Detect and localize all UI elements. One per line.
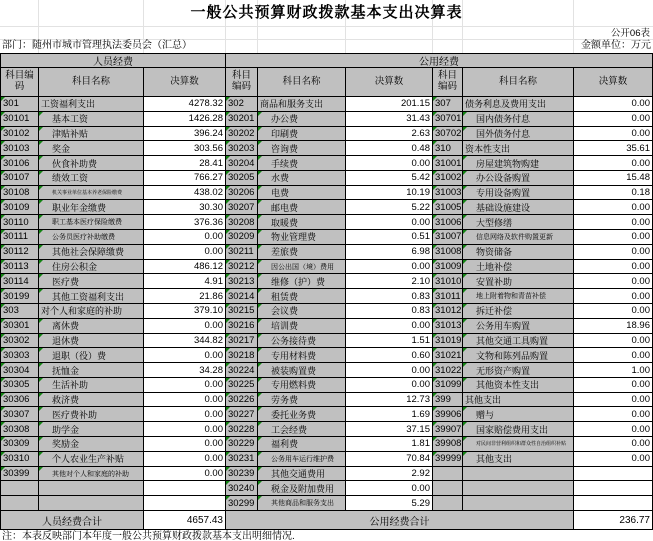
column-header-row xyxy=(1,68,652,97)
subject-name-cell: 房屋建筑物购建 xyxy=(463,156,574,171)
amount-cell: 438.02 xyxy=(144,186,226,201)
subject-code-cell: 30231 xyxy=(226,452,258,467)
amount-cell: 1426.28 xyxy=(144,112,226,127)
subject-name-cell: 公务接待费 xyxy=(258,334,346,349)
subject-name-cell: 国内债务付息 xyxy=(463,112,574,127)
subject-name-cell: 职工基本医疗保险缴费 xyxy=(39,215,144,230)
subject-code-cell: 31008 xyxy=(433,245,463,260)
amount-cell: 303.56 xyxy=(144,141,226,156)
subject-name-cell: 医疗费 xyxy=(39,274,144,289)
amount-cell: 0.00 xyxy=(574,304,652,319)
subject-name-cell: 救济费 xyxy=(39,393,144,408)
amount-cell: 0.00 xyxy=(574,452,652,467)
subject-code-cell: 30301 xyxy=(1,319,39,334)
subject-code-cell: 30310 xyxy=(1,452,39,467)
amount-cell: 486.12 xyxy=(144,260,226,275)
amount-cell: 5.29 xyxy=(346,496,433,511)
subject-name-cell: 信息网络及软件购置更新 xyxy=(463,230,574,245)
amount-cell: 0.00 xyxy=(574,289,652,304)
subject-name-cell: 委托业务费 xyxy=(258,407,346,422)
subject-code-cell: 303 xyxy=(1,304,39,319)
group-header-row xyxy=(1,54,652,68)
amount-cell: 6.98 xyxy=(346,245,433,260)
subject-name-cell: 其他交通工具购置 xyxy=(463,334,574,349)
subject-code-cell: 30304 xyxy=(1,363,39,378)
subject-code-cell: 30308 xyxy=(1,422,39,437)
table-body-grid xyxy=(1,97,652,511)
subject-name-cell xyxy=(39,496,144,511)
amount-cell: 0.00 xyxy=(144,393,226,408)
total-row xyxy=(1,511,652,529)
group-header-personnel: 人员经费 xyxy=(1,54,226,68)
column-header-amount: 决算数 xyxy=(144,68,226,97)
public-total-label: 公用经费合计 xyxy=(226,511,574,529)
amount-cell: 0.83 xyxy=(346,289,433,304)
amount-cell: 0.00 xyxy=(574,393,652,408)
subject-code-cell: 30102 xyxy=(1,127,39,142)
subject-name-cell: 被装购置费 xyxy=(258,363,346,378)
subject-name-cell: 其他支出 xyxy=(463,452,574,467)
sheet-number-label: 公开06表 xyxy=(0,26,653,40)
subject-code-cell: 31005 xyxy=(433,200,463,215)
subject-code-cell: 30702 xyxy=(433,127,463,142)
amount-cell: 5.42 xyxy=(346,171,433,186)
amount-cell: 0.00 xyxy=(574,215,652,230)
subject-code-cell: 30226 xyxy=(226,393,258,408)
group-header-public: 公用经费 xyxy=(226,54,652,68)
personnel-total-label: 人员经费合计 xyxy=(1,511,144,529)
subject-name-cell: 土地补偿 xyxy=(463,260,574,275)
subject-name-cell: 其他支出 xyxy=(463,393,574,408)
subject-code-cell: 31012 xyxy=(433,304,463,319)
subject-name-cell: 其他对个人和家庭的补助 xyxy=(39,467,144,482)
subject-name-cell: 培训费 xyxy=(258,319,346,334)
subject-name-cell: 助学金 xyxy=(39,422,144,437)
amount-cell: 0.00 xyxy=(144,319,226,334)
amount-cell: 28.41 xyxy=(144,156,226,171)
column-header-name: 科目名称 xyxy=(463,68,574,97)
amount-cell: 21.86 xyxy=(144,289,226,304)
amount-cell: 766.27 xyxy=(144,171,226,186)
subject-name-cell: 因公出国（境）费用 xyxy=(258,260,346,275)
amount-cell: 0.00 xyxy=(574,348,652,363)
amount-cell: 0.18 xyxy=(574,186,652,201)
amount-cell: 0.00 xyxy=(574,112,652,127)
subject-code-cell: 30228 xyxy=(226,422,258,437)
subject-name-cell: 公务用车购置 xyxy=(463,319,574,334)
subject-name-cell xyxy=(39,481,144,496)
subject-name-cell: 基本工资 xyxy=(39,112,144,127)
subject-name-cell: 差旅费 xyxy=(258,245,346,260)
subject-code-cell: 31003 xyxy=(433,186,463,201)
amount-cell: 4.91 xyxy=(144,274,226,289)
amount-cell: 0.00 xyxy=(144,422,226,437)
amount-cell: 0.00 xyxy=(574,245,652,260)
subject-code-cell: 31002 xyxy=(433,171,463,186)
amount-cell: 0.00 xyxy=(574,260,652,275)
subject-name-cell: 基础设施建设 xyxy=(463,200,574,215)
subject-code-cell: 30214 xyxy=(226,289,258,304)
subject-name-cell: 手续费 xyxy=(258,156,346,171)
subject-name-cell: 维修（护）费 xyxy=(258,274,346,289)
amount-cell: 344.82 xyxy=(144,334,226,349)
subject-code-cell xyxy=(1,481,39,496)
subject-code-cell: 31009 xyxy=(433,260,463,275)
amount-cell: 0.00 xyxy=(144,407,226,422)
subject-name-cell: 机关事业单位基本养老保险缴费 xyxy=(39,186,144,201)
amount-cell: 37.15 xyxy=(346,422,433,437)
subject-name-cell: 离休费 xyxy=(39,319,144,334)
department-label: 部门：随州市城市管理执法委员会（汇总） xyxy=(2,40,192,51)
column-header-code: 科目编码 xyxy=(1,68,39,97)
column-header-amount: 决算数 xyxy=(346,68,433,97)
amount-cell: 2.10 xyxy=(346,274,433,289)
subject-name-cell: 其他资本性支出 xyxy=(463,378,574,393)
subject-code-cell: 30208 xyxy=(226,215,258,230)
subject-name-cell: 邮电费 xyxy=(258,200,346,215)
subject-code-cell: 30306 xyxy=(1,393,39,408)
subject-name-cell: 国外债务付息 xyxy=(463,127,574,142)
footnote: 注：本表反映部门本年度一般公共预算财政拨款基本支出明细情况. xyxy=(0,530,653,541)
subject-code-cell: 31001 xyxy=(433,156,463,171)
subject-name-cell: 福利费 xyxy=(258,437,346,452)
subject-code-cell: 30218 xyxy=(226,348,258,363)
subject-name-cell: 津贴补贴 xyxy=(39,127,144,142)
column-header-name: 科目名称 xyxy=(39,68,144,97)
subject-name-cell: 水费 xyxy=(258,171,346,186)
subject-name-cell: 绩效工资 xyxy=(39,171,144,186)
amount-cell: 0.00 xyxy=(574,378,652,393)
amount-cell: 70.84 xyxy=(346,452,433,467)
subject-name-cell: 文物和陈列品购置 xyxy=(463,348,574,363)
amount-cell: 0.00 xyxy=(144,348,226,363)
budget-table xyxy=(0,53,653,530)
amount-cell: 376.36 xyxy=(144,215,226,230)
subject-name-cell: 公务员医疗补助缴费 xyxy=(39,230,144,245)
subject-name-cell: 商品和服务支出 xyxy=(258,97,346,112)
amount-cell: 0.00 xyxy=(574,422,652,437)
subject-code-cell: 31099 xyxy=(433,378,463,393)
subject-name-cell: 专用材料费 xyxy=(258,348,346,363)
subject-code-cell: 30399 xyxy=(1,467,39,482)
subject-name-cell: 其他商品和服务支出 xyxy=(258,496,346,511)
subject-code-cell: 30207 xyxy=(226,200,258,215)
amount-cell: 0.00 xyxy=(574,230,652,245)
column-header-code: 科目编码 xyxy=(433,68,463,97)
subject-code-cell: 30215 xyxy=(226,304,258,319)
subject-name-cell: 工会经费 xyxy=(258,422,346,437)
subject-code-cell: 30225 xyxy=(226,378,258,393)
amount-cell: 34.28 xyxy=(144,363,226,378)
amount-cell: 12.73 xyxy=(346,393,433,408)
amount-cell: 0.60 xyxy=(346,348,433,363)
subject-name-cell: 无形资产购置 xyxy=(463,363,574,378)
amount-cell: 0.00 xyxy=(144,245,226,260)
subject-name-cell: 办公设备购置 xyxy=(463,171,574,186)
subject-code-cell: 31007 xyxy=(433,230,463,245)
subject-name-cell xyxy=(463,467,574,482)
subject-code-cell: 30103 xyxy=(1,141,39,156)
subject-code-cell xyxy=(433,496,463,511)
subject-code-cell xyxy=(433,467,463,482)
subject-code-cell: 310 xyxy=(433,141,463,156)
subject-code-cell: 31010 xyxy=(433,274,463,289)
amount-cell: 396.24 xyxy=(144,127,226,142)
subject-name-cell: 大型修缮 xyxy=(463,215,574,230)
amount-cell: 35.61 xyxy=(574,141,652,156)
subject-name-cell: 税金及附加费用 xyxy=(258,481,346,496)
subject-name-cell: 拆迁补偿 xyxy=(463,304,574,319)
subject-code-cell: 30206 xyxy=(226,186,258,201)
amount-cell: 0.00 xyxy=(574,156,652,171)
amount-cell: 15.48 xyxy=(574,171,652,186)
subject-name-cell xyxy=(463,481,574,496)
subject-name-cell: 资本性支出 xyxy=(463,141,574,156)
subject-code-cell: 30217 xyxy=(226,334,258,349)
subject-code-cell: 30302 xyxy=(1,334,39,349)
subject-code-cell: 30240 xyxy=(226,481,258,496)
subject-code-cell: 31022 xyxy=(433,363,463,378)
amount-cell: 0.00 xyxy=(144,378,226,393)
subject-name-cell: 租赁费 xyxy=(258,289,346,304)
subject-code-cell: 30239 xyxy=(226,467,258,482)
subject-name-cell: 办公费 xyxy=(258,112,346,127)
amount-cell: 0.00 xyxy=(574,437,652,452)
subject-code-cell: 31021 xyxy=(433,348,463,363)
meta-row xyxy=(0,40,653,53)
subject-code-cell: 301 xyxy=(1,97,39,112)
amount-cell: 1.81 xyxy=(346,437,433,452)
amount-cell: 0.00 xyxy=(346,260,433,275)
amount-cell: 0.00 xyxy=(574,274,652,289)
subject-code-cell: 30113 xyxy=(1,260,39,275)
subject-code-cell: 30227 xyxy=(226,407,258,422)
subject-code-cell: 30216 xyxy=(226,319,258,334)
subject-code-cell: 30107 xyxy=(1,171,39,186)
subject-name-cell: 住房公积金 xyxy=(39,260,144,275)
subject-name-cell: 印刷费 xyxy=(258,127,346,142)
subject-name-cell: 工资福利支出 xyxy=(39,97,144,112)
subject-name-cell: 伙食补助费 xyxy=(39,156,144,171)
subject-code-cell: 30203 xyxy=(226,141,258,156)
subject-code-cell: 307 xyxy=(433,97,463,112)
subject-name-cell: 劳务费 xyxy=(258,393,346,408)
subject-name-cell: 公务用车运行维护费 xyxy=(258,452,346,467)
subject-name-cell: 电费 xyxy=(258,186,346,201)
subject-name-cell: 生活补助 xyxy=(39,378,144,393)
subject-name-cell: 对个人和家庭的补助 xyxy=(39,304,144,319)
amount-cell xyxy=(144,496,226,511)
subject-code-cell: 30701 xyxy=(433,112,463,127)
subject-code-cell: 30106 xyxy=(1,156,39,171)
subject-name-cell: 医疗费补助 xyxy=(39,407,144,422)
subject-name-cell: 奖励金 xyxy=(39,437,144,452)
amount-cell: 5.22 xyxy=(346,200,433,215)
subject-code-cell: 30307 xyxy=(1,407,39,422)
subject-code-cell: 30109 xyxy=(1,200,39,215)
amount-cell: 0.00 xyxy=(144,467,226,482)
subject-code-cell: 30213 xyxy=(226,274,258,289)
amount-cell: 10.19 xyxy=(346,186,433,201)
amount-cell: 18.96 xyxy=(574,319,652,334)
amount-cell: 0.48 xyxy=(346,141,433,156)
subject-name-cell: 专用设备购置 xyxy=(463,186,574,201)
amount-cell: 0.00 xyxy=(346,156,433,171)
subject-code-cell xyxy=(433,481,463,496)
amount-cell: 0.00 xyxy=(574,97,652,112)
subject-code-cell: 30205 xyxy=(226,171,258,186)
subject-name-cell: 退职（役）费 xyxy=(39,348,144,363)
subject-code-cell: 31006 xyxy=(433,215,463,230)
subject-code-cell: 31011 xyxy=(433,289,463,304)
personnel-total-value: 4657.43 xyxy=(144,511,226,529)
amount-cell: 30.30 xyxy=(144,200,226,215)
subject-code-cell: 30114 xyxy=(1,274,39,289)
subject-name-cell: 个人农业生产补贴 xyxy=(39,452,144,467)
subject-code-cell: 30112 xyxy=(1,245,39,260)
subject-code-cell: 30211 xyxy=(226,245,258,260)
subject-code-cell: 39906 xyxy=(433,407,463,422)
subject-code-cell xyxy=(1,496,39,511)
subject-code-cell: 399 xyxy=(433,393,463,408)
subject-name-cell: 抚恤金 xyxy=(39,363,144,378)
amount-cell: 0.00 xyxy=(346,363,433,378)
subject-name-cell: 取暖费 xyxy=(258,215,346,230)
amount-cell: 31.43 xyxy=(346,112,433,127)
sheet-top-area xyxy=(0,0,653,53)
subject-code-cell: 30199 xyxy=(1,289,39,304)
subject-code-cell: 30209 xyxy=(226,230,258,245)
amount-cell: 0.00 xyxy=(144,230,226,245)
subject-code-cell: 39907 xyxy=(433,422,463,437)
amount-cell xyxy=(574,481,652,496)
subject-name-cell: 国家赔偿费用支出 xyxy=(463,422,574,437)
subject-name-cell: 奖金 xyxy=(39,141,144,156)
subject-name-cell: 会议费 xyxy=(258,304,346,319)
subject-code-cell: 39908 xyxy=(433,437,463,452)
subject-code-cell: 30229 xyxy=(226,437,258,452)
column-header-name: 科目名称 xyxy=(258,68,346,97)
subject-code-cell: 302 xyxy=(226,97,258,112)
subject-code-cell: 30212 xyxy=(226,260,258,275)
amount-cell: 0.00 xyxy=(574,200,652,215)
subject-code-cell: 30204 xyxy=(226,156,258,171)
amount-cell: 201.15 xyxy=(346,97,433,112)
subject-name-cell: 其他社会保障缴费 xyxy=(39,245,144,260)
amount-cell: 2.92 xyxy=(346,467,433,482)
amount-cell: 0.00 xyxy=(144,452,226,467)
subject-code-cell: 30108 xyxy=(1,186,39,201)
amount-cell xyxy=(574,496,652,511)
subject-code-cell: 30299 xyxy=(226,496,258,511)
subject-name-cell: 安置补助 xyxy=(463,274,574,289)
subject-code-cell: 30110 xyxy=(1,215,39,230)
subject-name-cell: 职业年金缴费 xyxy=(39,200,144,215)
column-header-code: 科目编码 xyxy=(226,68,258,97)
amount-cell: 0.00 xyxy=(574,407,652,422)
subject-code-cell: 30303 xyxy=(1,348,39,363)
unit-label: 金额单位：万元 xyxy=(581,40,651,51)
subject-name-cell: 赠与 xyxy=(463,407,574,422)
amount-cell xyxy=(574,467,652,482)
subject-code-cell: 30101 xyxy=(1,112,39,127)
subject-name-cell xyxy=(463,496,574,511)
subject-name-cell: 物业管理费 xyxy=(258,230,346,245)
amount-cell: 0.51 xyxy=(346,230,433,245)
amount-cell: 0.00 xyxy=(574,127,652,142)
subject-code-cell: 30111 xyxy=(1,230,39,245)
amount-cell: 2.63 xyxy=(346,127,433,142)
page-title: 一般公共预算财政拨款基本支出决算表 xyxy=(190,4,463,21)
subject-code-cell: 31019 xyxy=(433,334,463,349)
amount-cell: 0.00 xyxy=(346,215,433,230)
subject-name-cell: 地上附着物和青苗补偿 xyxy=(463,289,574,304)
subject-code-cell: 39999 xyxy=(433,452,463,467)
subject-code-cell: 30305 xyxy=(1,378,39,393)
subject-name-cell: 其他工资福利支出 xyxy=(39,289,144,304)
amount-cell: 0.00 xyxy=(574,334,652,349)
amount-cell: 0.83 xyxy=(346,304,433,319)
amount-cell: 4278.32 xyxy=(144,97,226,112)
subject-name-cell: 专用燃料费 xyxy=(258,378,346,393)
amount-cell: 0.00 xyxy=(346,378,433,393)
amount-cell: 0.00 xyxy=(346,319,433,334)
amount-cell: 0.00 xyxy=(346,481,433,496)
public-total-value: 236.77 xyxy=(574,511,652,529)
subject-name-cell: 其他交通费用 xyxy=(258,467,346,482)
amount-cell xyxy=(144,481,226,496)
subject-code-cell: 31013 xyxy=(433,319,463,334)
amount-cell: 0.00 xyxy=(144,437,226,452)
subject-code-cell: 30201 xyxy=(226,112,258,127)
amount-cell: 1.51 xyxy=(346,334,433,349)
amount-cell: 379.10 xyxy=(144,304,226,319)
column-header-amount: 决算数 xyxy=(574,68,652,97)
amount-cell: 1.69 xyxy=(346,407,433,422)
subject-code-cell: 30224 xyxy=(226,363,258,378)
subject-name-cell: 咨询费 xyxy=(258,141,346,156)
subject-name-cell: 退休费 xyxy=(39,334,144,349)
subject-name-cell: 债务利息及费用支出 xyxy=(463,97,574,112)
subject-code-cell: 30309 xyxy=(1,437,39,452)
amount-cell: 1.00 xyxy=(574,363,652,378)
subject-code-cell: 30202 xyxy=(226,127,258,142)
subject-name-cell: 物资储备 xyxy=(463,245,574,260)
subject-name-cell: 对民间非营利组织和群众性自治组织补贴 xyxy=(463,437,574,452)
